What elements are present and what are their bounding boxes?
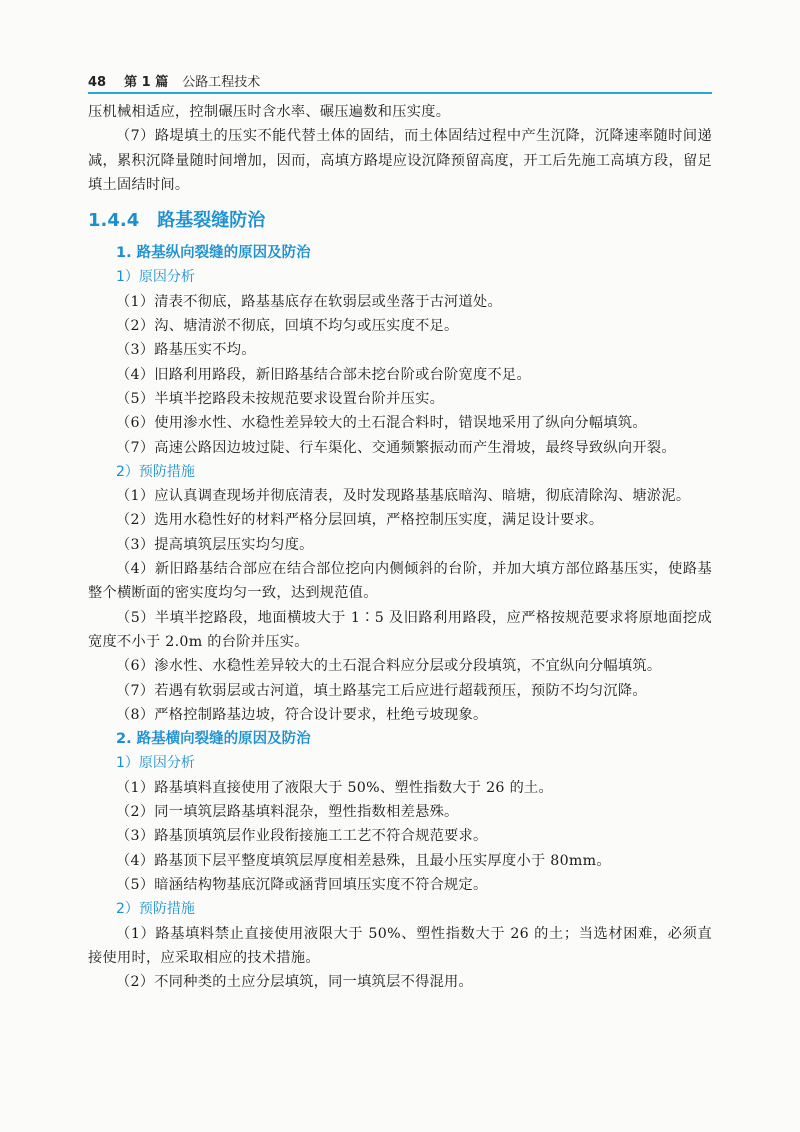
paragraph: （1）应认真调查现场并彻底清表，及时发现路基基底暗沟、暗塘，彻底清除沟、塘淤泥。 [116,488,691,505]
subsection-heading: 1. 路基纵向裂缝的原因及防治 [116,245,311,262]
section-title: 路基裂缝防治 [157,210,266,232]
paragraph: 压机械相适应，控制碾压时含水率、碾压遍数和压实度。 [88,104,451,120]
paragraph: （7）若遇有软弱层或古河道，填土路基完工后应进行超载预压，预防不均匀沉降。 [116,682,647,699]
paragraph: （2）同一填筑层路基填料混杂，塑性指数相差悬殊。 [116,804,459,821]
page-body [88,100,712,994]
paragraph: （7）路堤填土的压实不能代替土体的固结，而土体固结过程中产生沉降，沉降速率随时间递减，累积沉降量随时间增加，因而，高填方路堤应设沉降预留高度，开工后先施工高填方段，留足填土固结时间。 [88,128,712,193]
subsubsection-heading: 2）预防措施 [116,463,195,480]
paragraph: （2）沟、塘清淤不彻底，回填不均匀或压实度不足。 [116,318,459,335]
page-number: 48 [88,75,107,90]
paragraph: （6）渗水性、水稳性差异较大的土石混合料应分层或分段填筑，不宜纵向分幅填筑。 [116,658,662,675]
paragraph: （1）清表不彻底，路基基底存在软弱层或坐落于古河道处。 [116,293,503,310]
subsubsection-heading: 2）预防措施 [116,901,195,918]
section-number: 1.4.4 [88,210,140,232]
paragraph: （3）路基压实不均。 [116,342,256,359]
paragraph: （1）路基填料禁止直接使用液限大于 50%、塑性指数大于 26 的土；当选材困难，必须直接使用时，应采取相应的技术措施。 [88,925,712,966]
subsubsection-heading: 1）原因分析 [116,269,195,286]
part-label: 第 1 篇 [124,75,169,90]
subsection-heading: 2. 路基横向裂缝的原因及防治 [116,731,311,748]
paragraph: （4）路基顶下层平整度填筑层厚度相差悬殊，且最小压实厚度小于 80mm。 [116,852,611,869]
paragraph: （5）半填半挖路段，地面横坡大于 1∶5 及旧路利用路段，应严格按规范要求将原地面挖成宽度不小于 2.0m 的台阶并压实。 [88,609,712,650]
paragraph: （1）路基填料直接使用了液限大于 50%、塑性指数大于 26 的土。 [116,779,554,796]
paragraph: （7）高速公路因边坡过陡、行车渠化、交通频繁振动而产生滑坡，最终导致纵向开裂。 [116,439,676,456]
header-rule [88,92,712,94]
paragraph: （2）选用水稳性好的材料严格分层回填，严格控制压实度，满足设计要求。 [116,512,604,529]
paragraph: （3）提高填筑层压实均匀度。 [116,536,314,553]
paragraph: （4）旧路利用路段，新旧路基结合部未挖台阶或台阶宽度不足。 [116,366,531,383]
subsubsection-heading: 1）原因分析 [116,755,195,772]
paragraph: （2）不同种类的土应分层填筑，同一填筑层不得混用。 [116,974,474,991]
paragraph: （4）新旧路基结合部应在结合部位挖向内侧倾斜的台阶，并加大填方部位路基压实，使路基整个横断面的密实度均匀一致，达到规范值。 [88,561,712,602]
section-heading [88,209,712,233]
paragraph: （3）路基顶填筑层作业段衔接施工工艺不符合规范要求。 [116,828,488,845]
paragraph: （5）半填半挖路段未按规范要求设置台阶并压实。 [116,390,445,407]
paragraph: （5）暗涵结构物基底沉降或涵背回填压实度不符合规定。 [116,876,488,893]
part-title: 公路工程技术 [182,75,261,90]
paragraph: （8）严格控制路基边坡，符合设计要求，杜绝亏坡现象。 [116,706,488,723]
running-header [88,68,712,90]
paragraph: （6）使用渗水性、水稳性差异较大的土石混合料时，错误地采用了纵向分幅填筑。 [116,415,647,432]
